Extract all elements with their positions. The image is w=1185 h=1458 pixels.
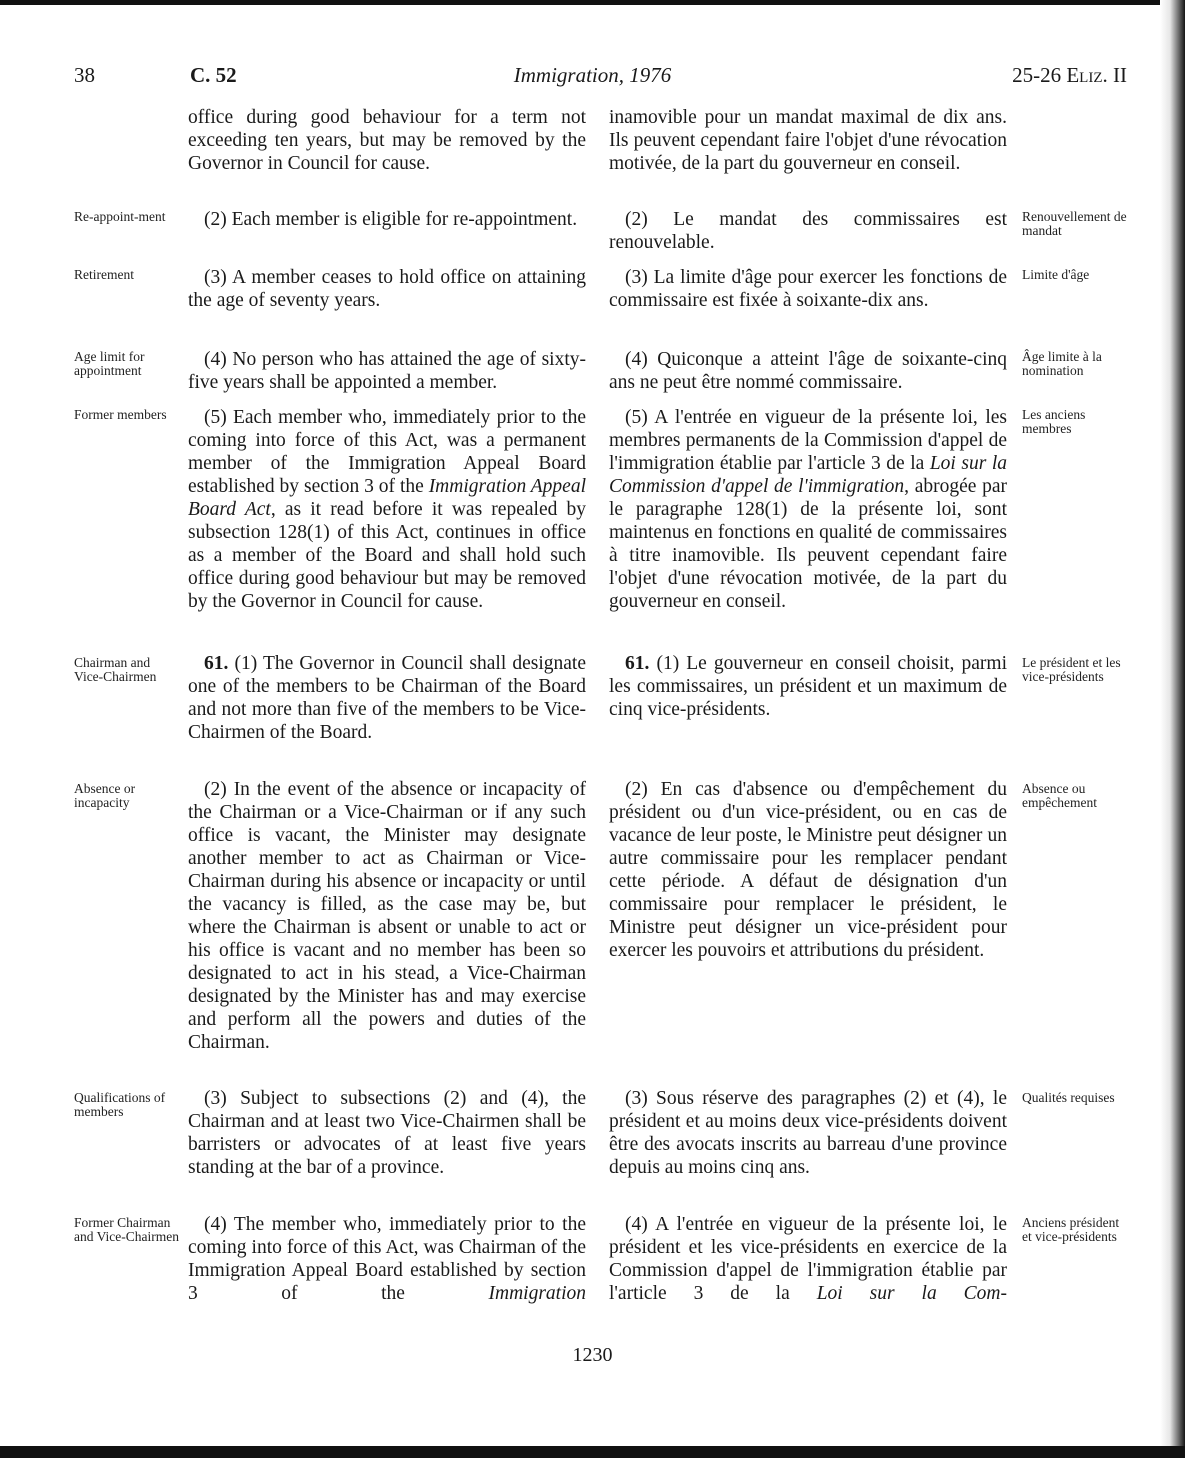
fr-paragraph-qualites: (3) Sous réserve des paragraphes (2) et (4), le président et au moins deux vice-présidents doivent être des avocats inscrits au barreau d'une province depuis au moins cinq ans. <box>609 1088 1007 1178</box>
margin-note-fr-anciens-membres: Les anciens membres <box>1022 407 1086 436</box>
en-section-number: 61. <box>204 653 229 674</box>
margin-note-en-former-members: Former members <box>74 407 167 422</box>
regnal-name: Eliz. II <box>1066 63 1127 87</box>
margin-note-fr-renouvellement: Renouvellement de mandat <box>1022 209 1127 238</box>
en-section-61-paragraph-1 <box>188 652 586 744</box>
en-p4-act-title: Immigration Appeal Board Act <box>188 476 586 520</box>
en-paragraph-absence: (2) In the event of the absence or incapacity of the Chairman or a Vice-Chairman or if any such office is vacant, the Minister may designate another member to act as Chairman or Vice-Chairman during his absence or incapacity or until the vacancy is filled, as the case may be, but where the Chairman is absent or unable to act or his office is vacant and no member has been so designated to act in his stead, a Vice-Chairman designated by the Minister has and may exercise and perform all the powers and duties of the Chairman. <box>188 779 586 1053</box>
en-paragraph-former-chairman <box>188 1213 586 1305</box>
en-paragraph-qualifications: (3) Subject to subsections (2) and (4), the Chairman and at least two Vice-Chairmen shall be barristers or advocates of at least five years standing at the bar of a province. <box>188 1088 586 1178</box>
fr-p4-text-a: (5) A l'entrée en vigueur de la présente loi, les membres permanents de la Commission d'appel de l'immigration établie par l'article 3 de la <box>609 407 1007 474</box>
en-paragraph-retirement: (3) A member ceases to hold office on attaining the age of seventy years. <box>188 267 586 311</box>
fr-paragraph-continued: inamovible pour un mandat maximal de dix ans. Ils peuvent cependant faire l'objet d'une révocation motivée, de la part du gouverneur en conseil. <box>609 107 1007 174</box>
fr-section-61-paragraph-1 <box>609 652 1007 721</box>
en-paragraph-age-limit: (4) No person who has attained the age of sixty-five years shall be appointed a member. <box>188 349 586 393</box>
margin-note-fr-limite-age: Limite d'âge <box>1022 267 1090 282</box>
margin-note-fr-anciens-president: Anciens président et vice-présidents <box>1022 1215 1120 1244</box>
scan-top-edge <box>0 0 1185 5</box>
margin-note-fr-president: Le président et les vice-présidents <box>1022 655 1121 684</box>
en-p8-italic: Immigration <box>488 1283 586 1304</box>
fr-p8-italic: Loi sur la Com- <box>816 1283 1007 1304</box>
header-act-title: Immigration, 1976 <box>513 63 672 87</box>
margin-note-en-reappointment: Re-appoint-ment <box>74 209 166 224</box>
margin-note-en-retirement: Retirement <box>74 267 134 282</box>
fr-p4-text-b: , abrogée par le paragraphe 128(1) de la présente loi, sont maintenus en fonctions en qualité de commissaires à titre inamovible. Ils peuvent cependant faire l'objet d'une révocation motivée, de la part du gouverneur en conseil. <box>609 476 1007 612</box>
margin-note-en-former-chairman: Former Chairman and Vice-Chairmen <box>74 1215 180 1244</box>
fr-paragraph-absence: (2) En cas d'absence ou d'empêchement du président ou d'un vice-président, ou en cas de vacance de leur poste, le Ministre peut désigner un autre commissaire pour les remplacer pendant cette période. A défaut de désignation d'un commissaire pour remplacer le président, le Ministre peut désigner un vice-président pour exercer les pouvoirs et attributions du président. <box>609 779 1007 961</box>
en-paragraph-former-members <box>188 406 586 613</box>
fr-paragraph-renouvellement: (2) Le mandat des commissaires est renouvelable. <box>609 209 1007 253</box>
regnal-prefix: 25-26 <box>1012 63 1067 87</box>
scan-binding-shadow <box>1160 0 1185 1458</box>
header-chapter: C. 52 <box>190 63 237 87</box>
margin-note-fr-absence: Absence ou empêchement <box>1022 781 1097 810</box>
header-page-number: 38 <box>74 63 95 87</box>
en-paragraph-reappointment: (2) Each member is eligible for re-appointment. <box>204 209 578 230</box>
en-p5-text: (1) The Governor in Council shall designate one of the members to be Chairman of the Board and not more than five of the members to be Vice-Chairmen of the Board. <box>188 653 586 743</box>
header-regnal-year <box>982 62 1127 88</box>
scan-bottom-edge <box>0 1446 1185 1458</box>
en-p4-text-b: , as it read before it was repealed by subsection 128(1) of this Act, continues in office as a member of the Board and shall hold such office during good behaviour but may be removed by the Governor in Council for cause. <box>188 499 586 612</box>
fr-paragraph-anciens-president <box>609 1213 1007 1305</box>
margin-note-fr-age-nomination: Âge limite à la nomination <box>1022 349 1102 378</box>
en-p4-text-a: (5) Each member who, immediately prior to the coming into force of this Act, was a permanent member of the Immigration Appeal Board established by section 3 of the <box>188 407 586 497</box>
margin-note-en-chairman: Chairman and Vice-Chairmen <box>74 655 157 684</box>
margin-note-fr-qualites: Qualités requises <box>1022 1090 1115 1105</box>
fr-p4-act-title: Loi sur la Commission d'appel de l'immigration <box>609 453 1008 497</box>
fr-paragraph-limite-age: (3) La limite d'âge pour exercer les fonctions de commissaire est fixée à soixante-dix ans. <box>609 267 1007 311</box>
fr-p8-text-a: (4) A l'entrée en vigueur de la présente loi, le président et les vice-présidents en exercice de la Commission d'appel de l'immigration établie par l'article 3 de la <box>609 1214 1007 1304</box>
margin-note-en-age-limit: Age limit for appointment <box>74 349 145 378</box>
fr-section-number: 61. <box>625 653 650 674</box>
fr-p5-text: (1) Le gouverneur en conseil choisit, parmi les commissaires, un président et un maximum de cinq vice-présidents. <box>609 653 1007 720</box>
en-paragraph-continued: office during good behaviour for a term not exceeding ten years, but may be removed by the Governor in Council for cause. <box>188 107 586 174</box>
margin-note-en-absence: Absence or incapacity <box>74 781 136 810</box>
en-p8-text-a: (4) The member who, immediately prior to the coming into force of this Act, was Chairman of the Immigration Appeal Board established by section 3 of the <box>188 1214 586 1304</box>
footer-page-number: 1230 <box>572 1344 613 1366</box>
fr-paragraph-anciens-membres <box>609 406 1007 613</box>
margin-note-en-qualifications: Qualifications of members <box>74 1090 166 1119</box>
fr-paragraph-age-nomination: (4) Quiconque a atteint l'âge de soixante-cinq ans ne peut être nommé commissaire. <box>609 349 1007 393</box>
